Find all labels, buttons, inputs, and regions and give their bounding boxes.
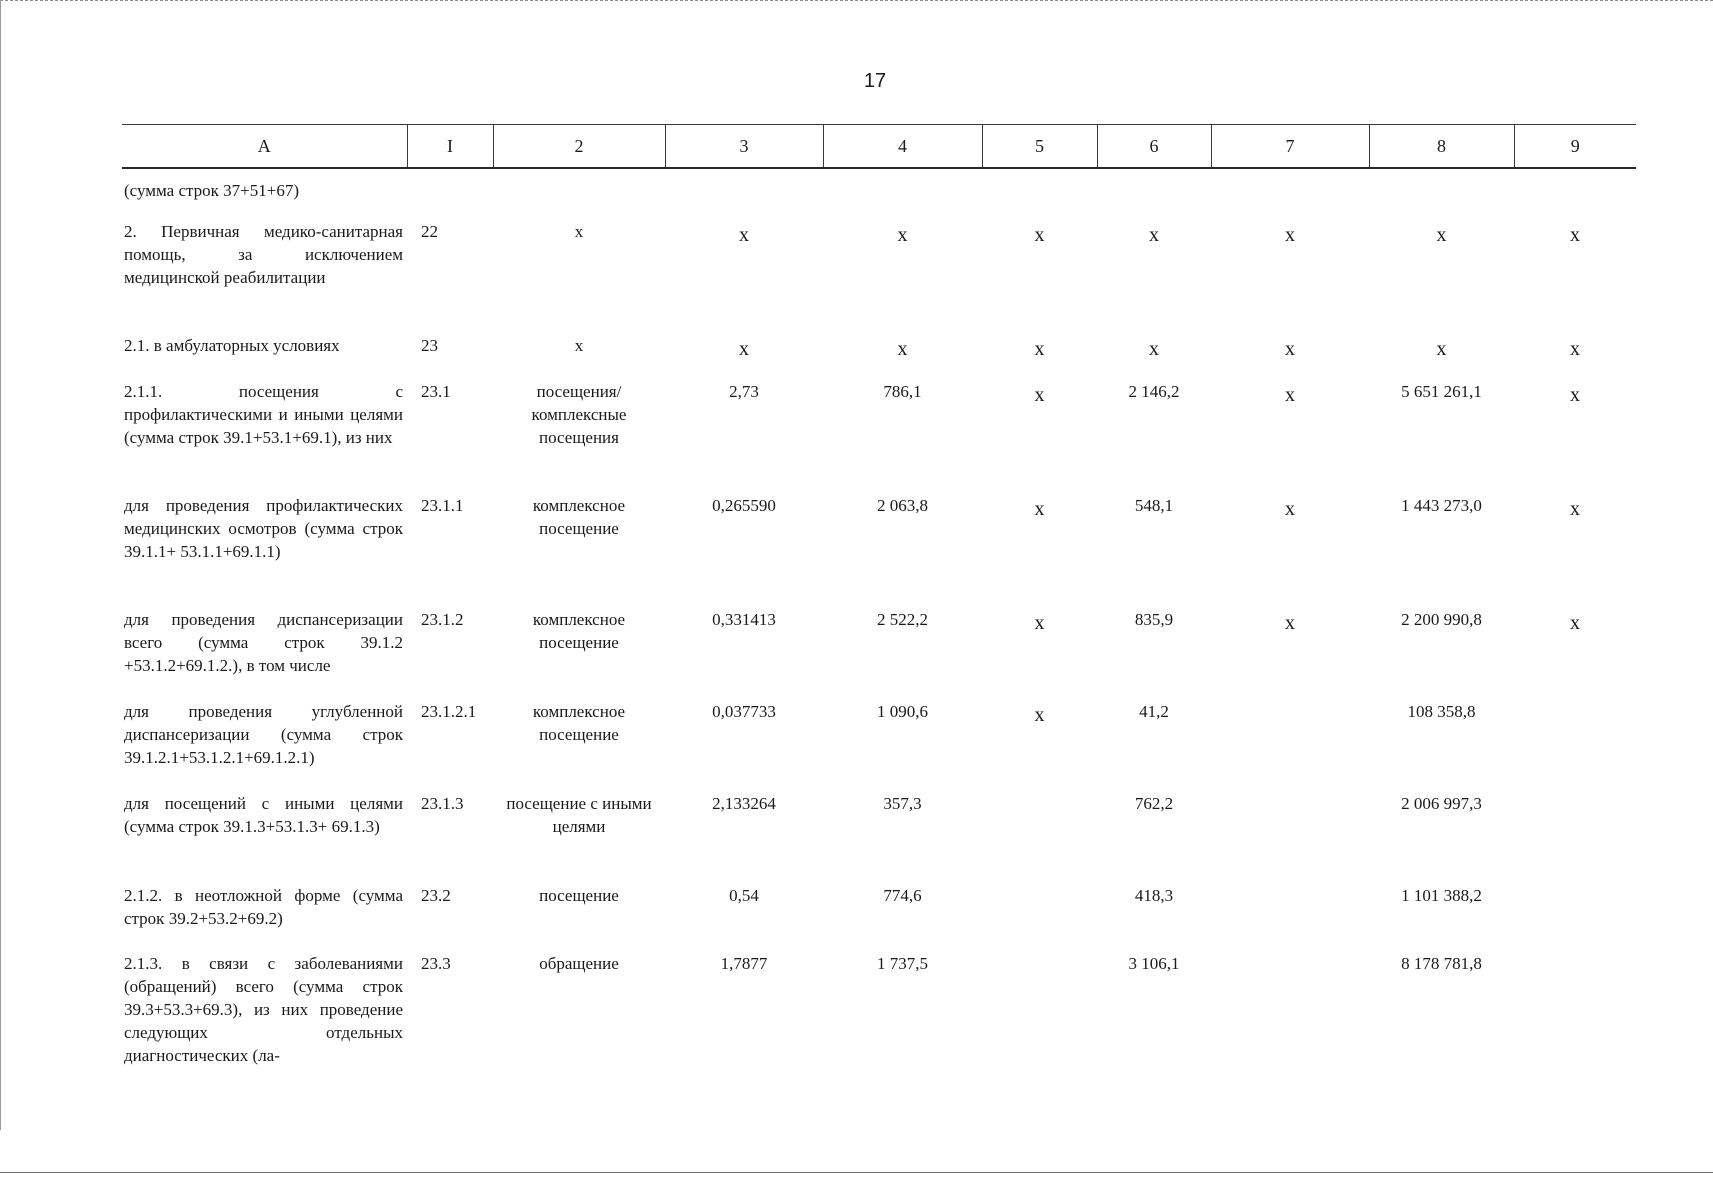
header-col-9: 9 xyxy=(1514,125,1636,169)
row-col-3 xyxy=(665,374,823,488)
row-col-3-text: 0,331413 xyxy=(712,610,776,629)
row-label xyxy=(122,374,407,488)
row-col-9-text: х xyxy=(1570,224,1580,246)
row-col-5 xyxy=(982,786,1097,878)
row-label-text: 2.1. в амбулаторных условиях xyxy=(124,336,340,355)
row-col-5-text: х xyxy=(1034,224,1045,246)
row-code xyxy=(407,488,493,602)
row-col-6 xyxy=(1097,214,1211,328)
header-col-7: 7 xyxy=(1211,125,1369,169)
row-col-8-text: х xyxy=(1436,338,1447,360)
row-col-7 xyxy=(1211,946,1369,1076)
row-unit xyxy=(493,602,665,694)
row-col-5 xyxy=(982,214,1097,328)
page-edge-left xyxy=(0,0,2,1130)
row-col-9 xyxy=(1514,168,1636,214)
row-col-3 xyxy=(665,878,823,946)
row-col-5-text: х xyxy=(1034,498,1045,520)
row-col-9 xyxy=(1514,946,1636,1076)
row-unit-text: посещение xyxy=(539,886,619,905)
row-col-5 xyxy=(982,946,1097,1076)
row-col-4 xyxy=(823,374,982,488)
row-col-3 xyxy=(665,328,823,374)
row-label xyxy=(122,214,407,328)
row-col-9 xyxy=(1514,694,1636,786)
table-row xyxy=(122,786,1636,878)
row-col-8 xyxy=(1369,786,1514,878)
row-col-8-text: 1 443 273,0 xyxy=(1401,496,1482,515)
row-unit xyxy=(493,694,665,786)
row-col-4-text: 357,3 xyxy=(883,794,922,813)
row-col-9-text: х xyxy=(1570,612,1580,634)
row-col-5-text: х xyxy=(1034,384,1045,406)
row-col-9 xyxy=(1514,214,1636,328)
header-col-3: 3 xyxy=(665,125,823,169)
row-col-8 xyxy=(1369,374,1514,488)
row-col-6 xyxy=(1097,946,1211,1076)
table-row xyxy=(122,602,1636,694)
row-col-7 xyxy=(1211,878,1369,946)
row-col-3 xyxy=(665,786,823,878)
row-code-text: 23.1 xyxy=(421,382,451,401)
row-col-6 xyxy=(1097,488,1211,602)
row-code-text: 23.3 xyxy=(421,954,451,973)
row-col-6 xyxy=(1097,328,1211,374)
table-row xyxy=(122,328,1636,374)
row-col-9 xyxy=(1514,878,1636,946)
header-col-6: 6 xyxy=(1097,125,1211,169)
page-edge-bottom xyxy=(0,1172,1713,1174)
row-col-3-text: 0,265590 xyxy=(712,496,776,515)
row-col-6 xyxy=(1097,374,1211,488)
table-body xyxy=(122,168,1636,1076)
row-col-5 xyxy=(982,488,1097,602)
row-label-text: 2. Первичная медико-санитарная помощь, за исключением медицинской реабилитации xyxy=(124,222,403,287)
row-code xyxy=(407,946,493,1076)
row-col-8 xyxy=(1369,168,1514,214)
row-code xyxy=(407,168,493,214)
row-label xyxy=(122,328,407,374)
row-code xyxy=(407,214,493,328)
row-col-6-text: 762,2 xyxy=(1134,794,1174,813)
row-col-4 xyxy=(823,878,982,946)
row-col-3 xyxy=(665,946,823,1076)
row-unit xyxy=(493,878,665,946)
row-col-7-text: х xyxy=(1285,224,1295,246)
row-col-8-text: 5 651 261,1 xyxy=(1401,382,1482,401)
header-col-5: 5 xyxy=(982,125,1097,169)
row-col-5-text: х xyxy=(1034,612,1045,634)
row-col-6-text: х xyxy=(1149,338,1159,360)
row-col-7-text: х xyxy=(1285,498,1295,520)
row-col-6 xyxy=(1097,786,1211,878)
row-label xyxy=(122,602,407,694)
row-unit-text: комплексное посещение xyxy=(532,702,626,744)
row-code-text: 23.1.3 xyxy=(421,794,464,813)
row-label xyxy=(122,946,407,1076)
row-label xyxy=(122,786,407,878)
row-unit xyxy=(493,374,665,488)
row-col-4 xyxy=(823,694,982,786)
header-row xyxy=(122,125,1636,169)
row-code-text: 23.2 xyxy=(421,886,451,905)
row-col-7 xyxy=(1211,374,1369,488)
row-col-6-text: 41,2 xyxy=(1139,702,1169,721)
row-label xyxy=(122,168,407,214)
data-table xyxy=(122,124,1636,1076)
row-col-4-text: х xyxy=(897,338,908,360)
row-col-9-text: х xyxy=(1570,384,1580,406)
row-code-text: 23.1.2 xyxy=(421,610,464,629)
row-col-9-text: х xyxy=(1570,498,1580,520)
row-unit xyxy=(493,328,665,374)
row-col-9 xyxy=(1514,786,1636,878)
row-col-8-text: 108 358,8 xyxy=(1407,702,1476,721)
row-label-text: для проведения диспансеризации всего (сумма строк 39.1.2 +53.1.2+69.1.2.), в том числе xyxy=(124,610,403,675)
row-col-4 xyxy=(823,214,982,328)
row-col-6 xyxy=(1097,602,1211,694)
row-col-3-text: х xyxy=(739,224,749,246)
row-unit xyxy=(493,168,665,214)
data-table-wrapper xyxy=(122,124,1636,1076)
row-label-text: для посещений с иными целями (сумма строк 39.1.3+53.1.3+ 69.1.3) xyxy=(124,794,403,836)
row-col-4 xyxy=(823,488,982,602)
row-col-7 xyxy=(1211,214,1369,328)
row-col-4 xyxy=(823,328,982,374)
row-col-7 xyxy=(1211,602,1369,694)
row-col-3-text: 0,037733 xyxy=(712,702,776,721)
row-code-text: 23 xyxy=(421,336,438,355)
row-col-6-text: 2 146,2 xyxy=(1128,382,1180,401)
row-col-8 xyxy=(1369,214,1514,328)
row-unit-text: обращение xyxy=(539,954,619,973)
row-col-4-text: х xyxy=(897,224,908,246)
header-col-a: А xyxy=(122,125,407,169)
row-col-7-text: х xyxy=(1285,384,1295,406)
table-row xyxy=(122,168,1636,214)
row-col-7-text: х xyxy=(1285,612,1295,634)
row-col-4-text: 2 063,8 xyxy=(877,496,928,515)
row-col-6-text: х xyxy=(1149,224,1159,246)
row-col-6-text: 548,1 xyxy=(1134,496,1174,515)
row-col-8-text: 8 178 781,8 xyxy=(1401,954,1482,973)
table-row xyxy=(122,488,1636,602)
row-col-7 xyxy=(1211,328,1369,374)
row-col-6-text: 418,3 xyxy=(1134,886,1174,905)
row-col-7 xyxy=(1211,694,1369,786)
row-label-text: 2.1.1. посещения с профилактическими и иными целями (сумма строк 39.1+53.1+69.1), из них xyxy=(124,382,403,447)
row-col-5 xyxy=(982,878,1097,946)
row-col-5-text: х xyxy=(1034,704,1045,726)
row-code xyxy=(407,602,493,694)
row-col-8-text: 1 101 388,2 xyxy=(1401,886,1482,905)
row-col-4-text: 774,6 xyxy=(883,886,922,905)
row-unit-text: посещение с иными целями xyxy=(506,794,652,836)
row-label-text: для проведения профилактических медицинских осмотров (сумма строк 39.1.1+ 53.1.1+69.1.1) xyxy=(124,496,403,561)
row-col-3 xyxy=(665,694,823,786)
row-col-4 xyxy=(823,602,982,694)
row-col-5-text: х xyxy=(1034,338,1045,360)
row-col-8 xyxy=(1369,694,1514,786)
row-col-8-text: 2 200 990,8 xyxy=(1401,610,1482,629)
row-code xyxy=(407,786,493,878)
page-edge-top xyxy=(0,0,1713,2)
row-code xyxy=(407,878,493,946)
header-col-8: 8 xyxy=(1369,125,1514,169)
table-row xyxy=(122,878,1636,946)
row-col-7 xyxy=(1211,168,1369,214)
header-col-2: 2 xyxy=(493,125,665,169)
table-row xyxy=(122,214,1636,328)
row-unit xyxy=(493,488,665,602)
row-code-text: 23.1.1 xyxy=(421,496,464,515)
row-code-text: 22 xyxy=(421,222,438,241)
row-label-text: 2.1.3. в связи с заболеваниями (обращений) всего (сумма строк 39.3+53.3+69.3), из них проведение следующих отдельных диагностических (ла- xyxy=(124,954,403,1065)
row-unit-text: посещения/комплексные посещения xyxy=(531,382,627,447)
row-col-4-text: 786,1 xyxy=(883,382,922,401)
row-col-3 xyxy=(665,602,823,694)
row-col-5 xyxy=(982,168,1097,214)
row-col-3 xyxy=(665,214,823,328)
row-col-4-text: 1 090,6 xyxy=(877,702,928,721)
row-unit-text: х xyxy=(574,336,584,355)
row-col-9 xyxy=(1514,488,1636,602)
row-col-9 xyxy=(1514,374,1636,488)
row-col-7 xyxy=(1211,488,1369,602)
row-unit xyxy=(493,786,665,878)
row-code xyxy=(407,328,493,374)
row-col-7 xyxy=(1211,786,1369,878)
row-col-4-text: 1 737,5 xyxy=(877,954,928,973)
row-label xyxy=(122,488,407,602)
table-row xyxy=(122,694,1636,786)
header-col-4: 4 xyxy=(823,125,982,169)
row-col-4 xyxy=(823,168,982,214)
row-col-8 xyxy=(1369,328,1514,374)
row-col-8 xyxy=(1369,488,1514,602)
row-col-5 xyxy=(982,602,1097,694)
header-col-1: I xyxy=(407,125,493,169)
row-col-8-text: 2 006 997,3 xyxy=(1401,794,1482,813)
row-unit-text: х xyxy=(574,222,584,241)
row-unit-text: комплексное посещение xyxy=(532,496,626,538)
row-col-4 xyxy=(823,946,982,1076)
row-label-text: для проведения углубленной диспансеризации (сумма строк 39.1.2.1+53.1.2.1+69.1.2.1) xyxy=(124,702,403,767)
row-code xyxy=(407,374,493,488)
row-col-5 xyxy=(982,374,1097,488)
row-col-5 xyxy=(982,328,1097,374)
row-col-9 xyxy=(1514,602,1636,694)
row-col-3 xyxy=(665,488,823,602)
row-unit xyxy=(493,946,665,1076)
row-label xyxy=(122,694,407,786)
row-unit-text: комплексное посещение xyxy=(532,610,626,652)
row-code xyxy=(407,694,493,786)
row-col-3-text: 1,7877 xyxy=(720,954,768,973)
row-col-3-text: 2,73 xyxy=(729,382,759,401)
row-label xyxy=(122,878,407,946)
row-col-3-text: 0,54 xyxy=(729,886,759,905)
row-col-7-text: х xyxy=(1285,338,1295,360)
row-col-3 xyxy=(665,168,823,214)
row-col-6 xyxy=(1097,878,1211,946)
row-code-text: 23.1.2.1 xyxy=(421,702,477,721)
row-col-3-text: х xyxy=(739,338,749,360)
row-col-6 xyxy=(1097,168,1211,214)
row-col-8-text: х xyxy=(1436,224,1447,246)
row-unit xyxy=(493,214,665,328)
row-col-8 xyxy=(1369,602,1514,694)
row-label-text: 2.1.2. в неотложной форме (сумма строк 39.2+53.2+69.2) xyxy=(124,886,403,928)
row-col-4-text: 2 522,2 xyxy=(877,610,928,629)
table-row xyxy=(122,374,1636,488)
row-col-8 xyxy=(1369,946,1514,1076)
row-col-4 xyxy=(823,786,982,878)
row-col-8 xyxy=(1369,878,1514,946)
table-header xyxy=(122,125,1636,169)
row-col-6 xyxy=(1097,694,1211,786)
row-col-6-text: 3 106,1 xyxy=(1128,954,1180,973)
row-col-5 xyxy=(982,694,1097,786)
table-row xyxy=(122,946,1636,1076)
row-col-3-text: 2,133264 xyxy=(712,794,776,813)
row-col-9-text: х xyxy=(1570,338,1580,360)
row-col-6-text: 835,9 xyxy=(1134,610,1174,629)
page-number: 17 xyxy=(863,70,887,92)
row-col-9 xyxy=(1514,328,1636,374)
row-label-text: (сумма строк 37+51+67) xyxy=(124,181,299,200)
